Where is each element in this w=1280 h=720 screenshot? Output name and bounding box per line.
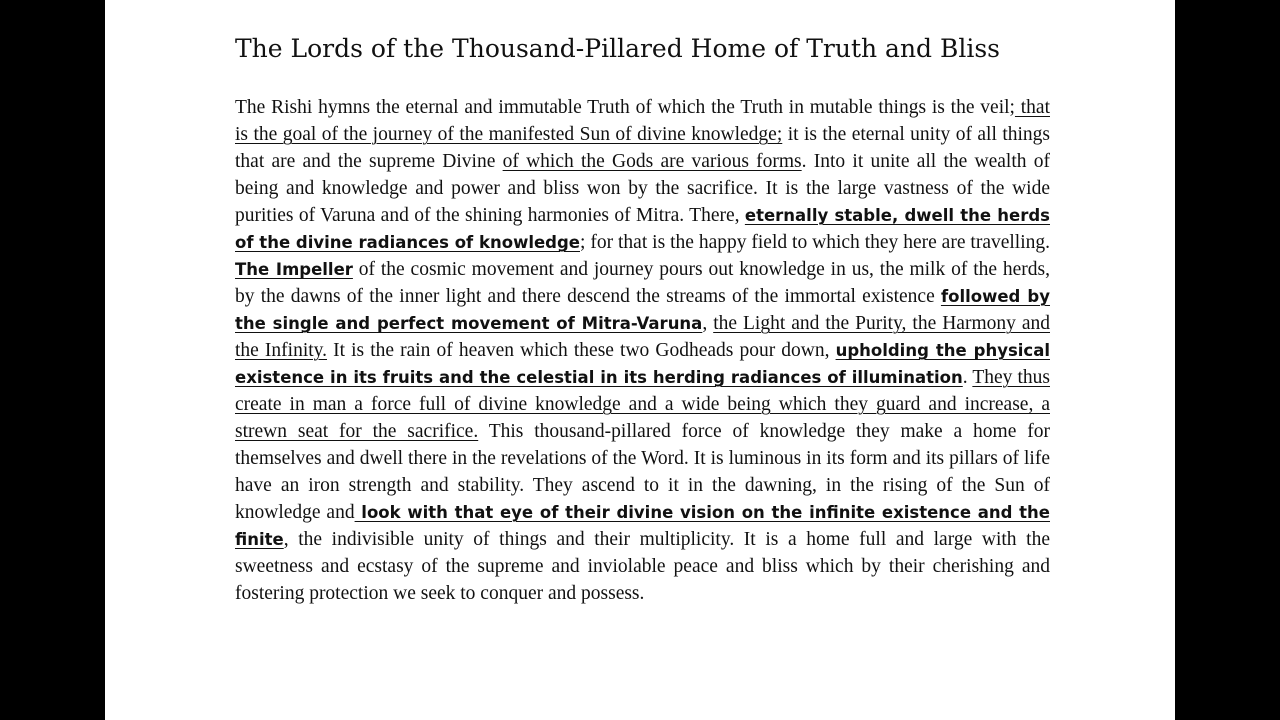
page-title: The Lords of the Thousand-Pillared Home of Truth and Bliss (235, 34, 1001, 63)
text-segment: It is the rain of heaven which these two Godheads pour down, (327, 340, 836, 361)
document-page (105, 0, 1175, 720)
text-segment: ; for that is the happy field to which they here are travelling. (580, 232, 1051, 253)
underlined-phrase: of which the Gods are various forms (502, 151, 802, 172)
text-segment: it is the eternal unity of all things that are and the supreme Divine (235, 124, 1050, 172)
text-segment: , the indivisible unity of things and their multiplicity. It is a home full and large with the sweetness and ecstasy of the supreme and inviolable peace and bliss which by their cherishing and fostering protection we seek to conquer and possess. (235, 529, 1050, 604)
text-segment: This thousand-pillared force of knowledge they make a home for themselves and dwell there in the revelations of the Word. It is luminous in its form and its pillars of life have an iron strength and stability. They ascend to it in the dawning, in the rising of the Sun of knowledge and (235, 421, 1050, 523)
text-segment: of the cosmic movement and journey pours out knowledge in us, the milk of the herds, by the dawns of the inner light and there descend the streams of the immortal existence (235, 259, 1050, 307)
bold-underlined-phrase: eternally stable, dwell the herds of the divine radiances of knowledge (235, 206, 1050, 252)
bold-underlined-phrase: look with that eye of their divine vision on the infinite existence and the finite (235, 503, 1050, 549)
text-segment: , (702, 313, 714, 334)
bold-underlined-phrase: followed by the single and perfect movement of Mitra-Varuna (235, 287, 1050, 333)
underlined-phrase: that is the goal of the journey of the manifested Sun of divine knowledge; (235, 97, 1050, 145)
text-segment: . (962, 367, 973, 388)
text-segment: . Into it unite all the wealth of being and knowledge and power and bliss won by the sacrifice. It is the large vastness of the wide purities of Varuna and of the shining harmonies of Mitra. There, (235, 151, 1050, 226)
body-paragraph (235, 94, 1050, 607)
bold-underlined-phrase: upholding the physical existence in its fruits and the celestial in its herding radiances of illumination (235, 341, 1050, 387)
underlined-phrase: They thus create in man a force full of divine knowledge and a wide being which they guard and increase, a strewn seat for the sacrifice. (235, 367, 1050, 442)
bold-underlined-phrase: The Impeller (235, 260, 353, 279)
text-segment: The Rishi hymns the eternal and immutable Truth of which the Truth in mutable things is the veil; (235, 97, 1015, 118)
underlined-phrase: the Light and the Purity, the Harmony and the Infinity. (235, 313, 1050, 361)
